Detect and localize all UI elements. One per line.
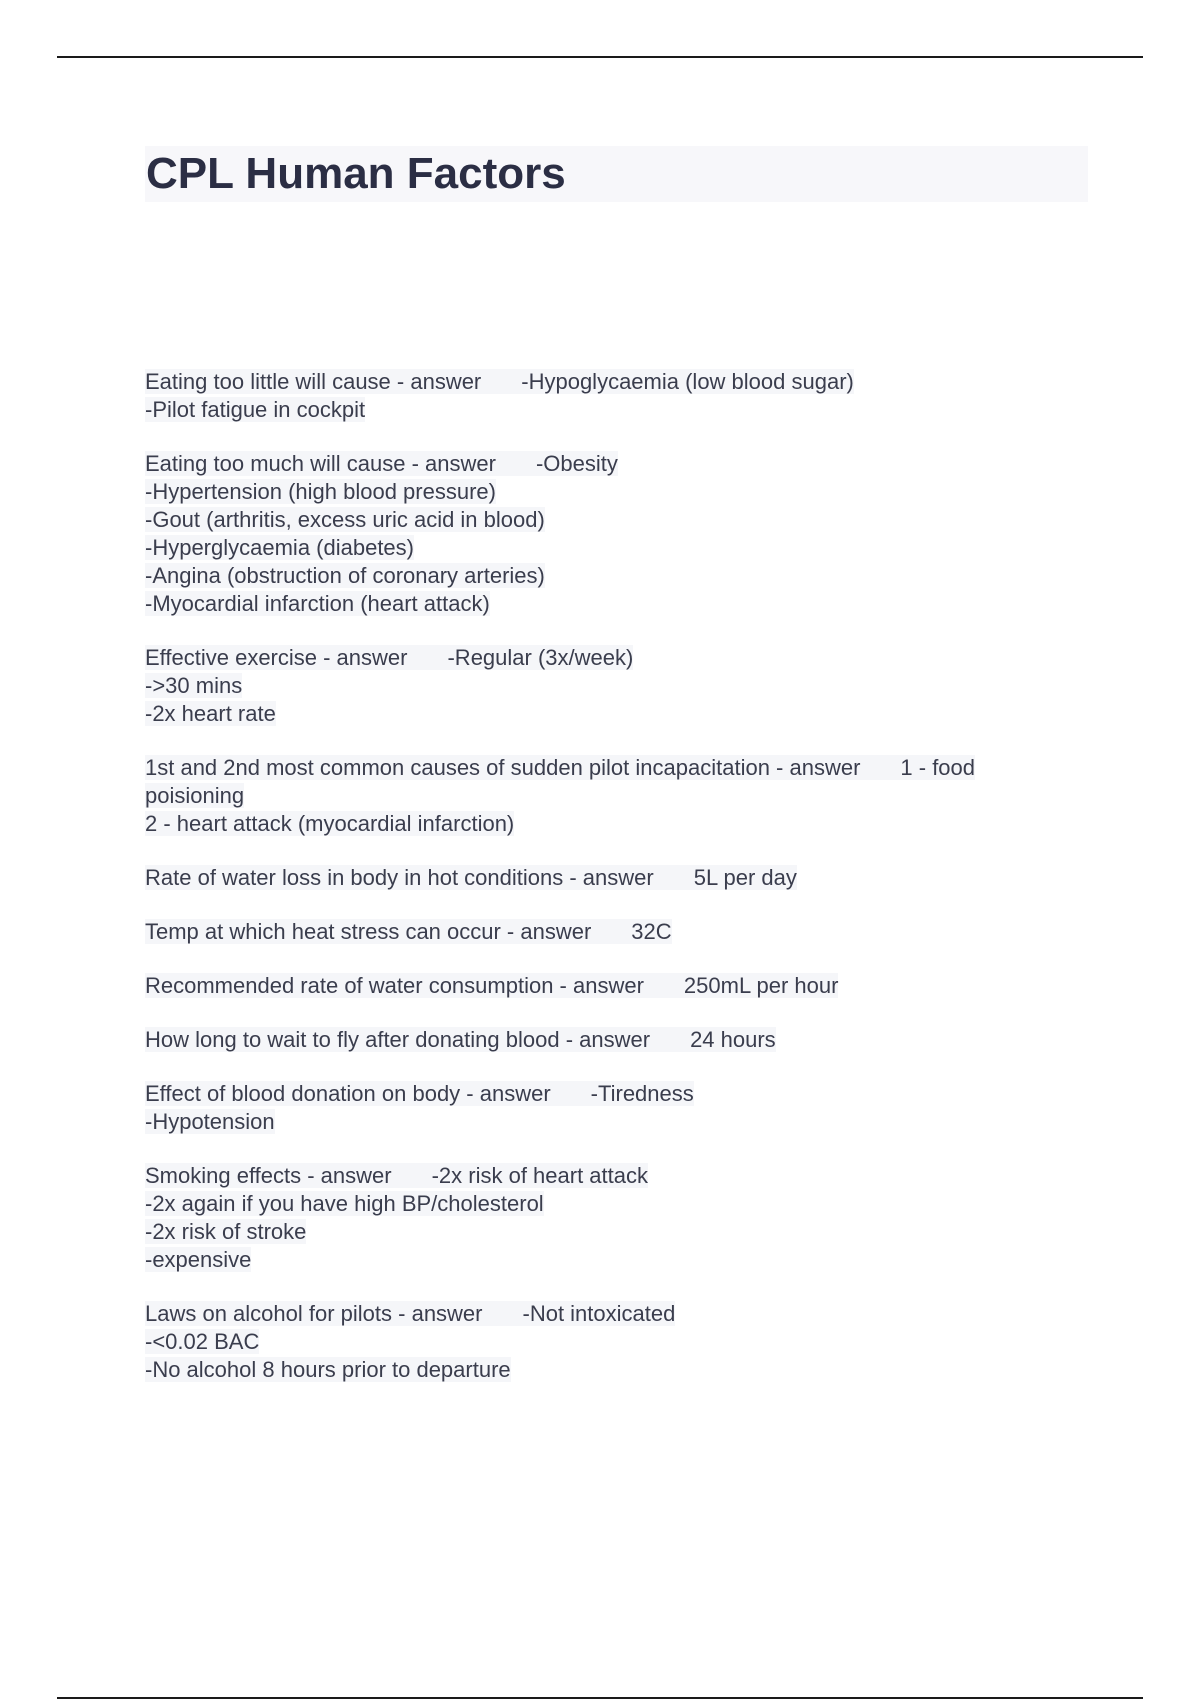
card-answer-line: 32C: [631, 919, 672, 944]
flashcard-water-loss: [145, 864, 1085, 892]
card-answer-line: 24 hours: [690, 1027, 776, 1052]
card-term: Rate of water loss in body in hot conditions - answer: [145, 865, 654, 890]
flashcard-eating-too-little: [145, 368, 1085, 424]
card-term: Eating too much will cause - answer: [145, 451, 496, 476]
card-term: Eating too little will cause - answer: [145, 369, 482, 394]
card-answer-line: 5L per day: [693, 865, 797, 890]
card-term: Temp at which heat stress can occur - answer: [145, 919, 592, 944]
card-answer-line: -2x again if you have high BP/cholesterol: [145, 1191, 544, 1216]
title-block: [145, 146, 1088, 202]
card-answer-line: -<0.02 BAC: [145, 1329, 260, 1354]
card-answer-line: ->30 mins: [145, 673, 243, 698]
flashcard-heat-stress: [145, 918, 1085, 946]
card-answer-line: -expensive: [145, 1247, 252, 1272]
card-answer-line: -No alcohol 8 hours prior to departure: [145, 1357, 511, 1382]
flashcard-incapacitation-causes: [145, 754, 1085, 838]
card-term: Recommended rate of water consumption - answer: [145, 973, 644, 998]
card-answer-line: -Hypertension (high blood pressure): [145, 479, 496, 504]
card-answer-line: -Hypotension: [145, 1109, 275, 1134]
bottom-rule: [57, 1697, 1143, 1699]
card-answer-line: -Obesity: [535, 451, 618, 476]
top-rule: [57, 56, 1143, 58]
card-answer-line: poisioning: [145, 783, 245, 808]
page-title: CPL Human Factors: [146, 149, 566, 198]
card-answer-line: -Regular (3x/week): [447, 645, 634, 670]
card-answer-line: -Tiredness: [590, 1081, 694, 1106]
card-answer-line: 2 - heart attack (myocardial infarction): [145, 811, 515, 836]
card-answer-line: -2x risk of stroke: [145, 1219, 307, 1244]
card-answer-line: -Gout (arthritis, excess uric acid in blood): [145, 507, 545, 532]
card-answer-line: 250mL per hour: [683, 973, 839, 998]
flashcard-water-consumption: [145, 972, 1085, 1000]
card-term: Laws on alcohol for pilots - answer: [145, 1301, 483, 1326]
card-answer-line: -Myocardial infarction (heart attack): [145, 591, 490, 616]
card-term: How long to wait to fly after donating blood - answer: [145, 1027, 651, 1052]
card-answer-line: -2x heart rate: [145, 701, 276, 726]
flashcard-effective-exercise: [145, 644, 1085, 728]
card-term: 1st and 2nd most common causes of sudden pilot incapacitation - answer: [145, 755, 861, 780]
flashcard-blood-donation-effect: [145, 1080, 1085, 1136]
flashcard-list: [145, 368, 1085, 1410]
card-answer-line: -Hyperglycaemia (diabetes): [145, 535, 414, 560]
card-answer-line: -Hypoglycaemia (low blood sugar): [521, 369, 854, 394]
card-term: Effect of blood donation on body - answer: [145, 1081, 551, 1106]
flashcard-eating-too-much: [145, 450, 1085, 618]
card-answer-line: -2x risk of heart attack: [431, 1163, 649, 1188]
card-term: Smoking effects - answer: [145, 1163, 392, 1188]
card-term: Effective exercise - answer: [145, 645, 408, 670]
card-answer-line: -Angina (obstruction of coronary arteries): [145, 563, 545, 588]
card-answer-line: -Pilot fatigue in cockpit: [145, 397, 366, 422]
card-answer-line: 1 - food: [900, 755, 976, 780]
flashcard-smoking-effects: [145, 1162, 1085, 1274]
flashcard-blood-donation-wait: [145, 1026, 1085, 1054]
flashcard-alcohol-laws: [145, 1300, 1085, 1384]
card-answer-line: -Not intoxicated: [522, 1301, 676, 1326]
